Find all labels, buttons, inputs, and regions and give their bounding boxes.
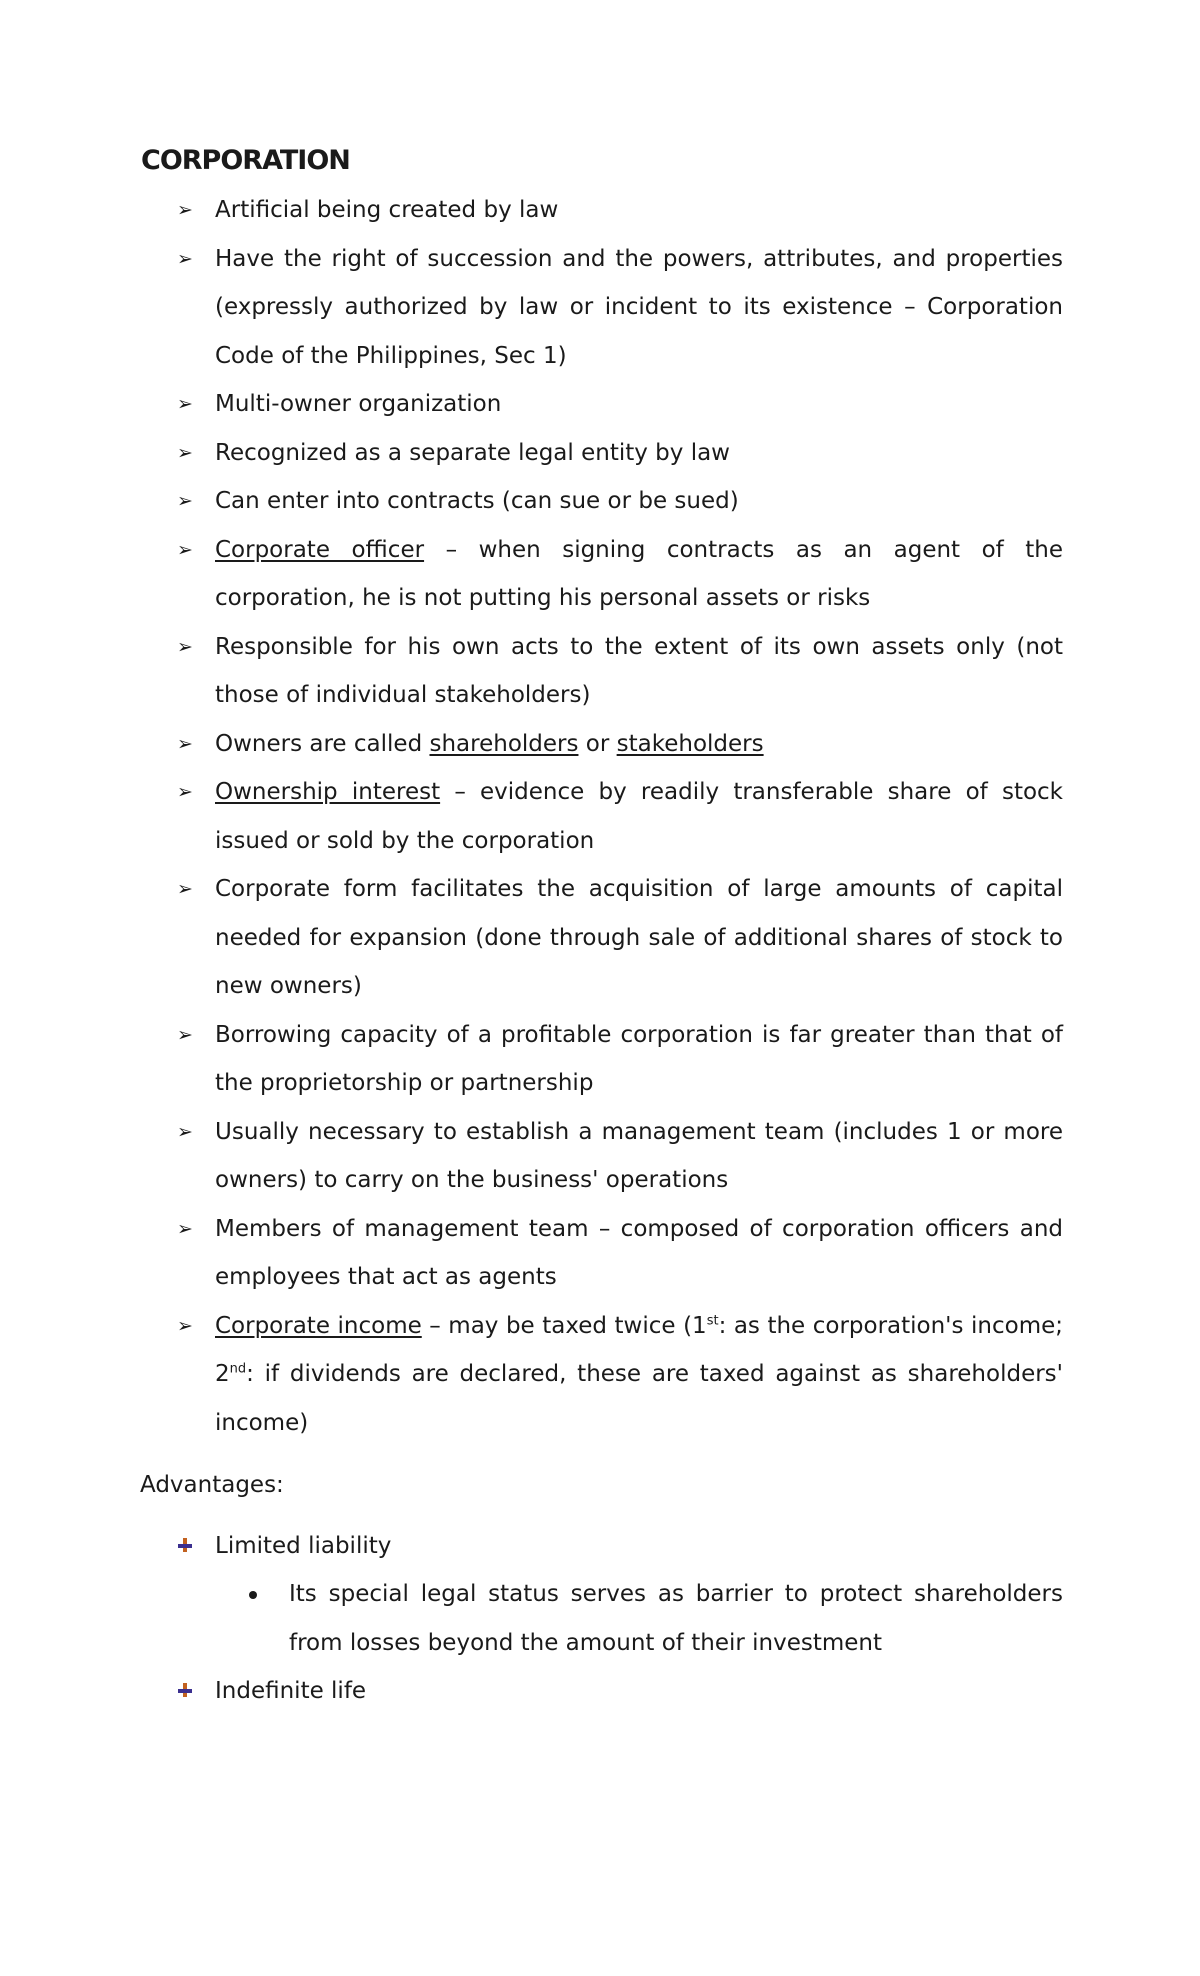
- plus-bullet-icon: [178, 1683, 192, 1697]
- list-item: [141, 865, 1063, 1011]
- arrow-bullet-icon: ➢: [177, 199, 193, 221]
- list-item: [141, 235, 1063, 381]
- list-item: [141, 1108, 1063, 1205]
- stakeholders-term: stakeholders: [616, 730, 764, 757]
- list-item-text: Owners are called: [215, 730, 430, 757]
- ordinal-suffix: nd: [229, 1361, 247, 1377]
- list-item-text: – when signing contracts as an agent of the corporation, he is not putting his personal assets or risks: [215, 536, 1063, 611]
- list-item: [141, 1011, 1063, 1108]
- arrow-bullet-icon: ➢: [177, 878, 193, 900]
- advantage-label: Indefinite life: [215, 1678, 367, 1704]
- corporate-officer-term: Corporate officer: [215, 536, 425, 563]
- list-item: [141, 720, 1063, 769]
- arrow-bullet-icon: ➢: [177, 247, 193, 270]
- arrow-bullet-icon: ➢: [177, 1023, 193, 1046]
- list-item: [215, 1570, 1063, 1667]
- list-item: [141, 1667, 1063, 1716]
- arrow-bullet-icon: ➢: [177, 635, 193, 658]
- page-title: CORPORATION: [141, 145, 350, 176]
- advantage-label: Limited liability: [215, 1532, 392, 1559]
- list-item-text: Members of management team – composed of corporation officers and employees that act as agents: [215, 1215, 1063, 1290]
- list-item-text: or: [578, 730, 617, 757]
- ownership-interest-term: Ownership interest: [215, 779, 441, 805]
- arrow-bullet-icon: ➢: [177, 732, 193, 755]
- arrow-bullet-icon: ➢: [177, 1120, 193, 1143]
- list-item-text: – may be taxed twice (1: [421, 1312, 707, 1339]
- list-item: [141, 380, 1063, 429]
- list-item: [141, 429, 1063, 478]
- list-item-text: Corporate form facilitates the acquisition of large amounts of capital needed for expansion (done through sale of additional shares of stock to new owners): [215, 876, 1063, 999]
- advantages-list: [141, 1522, 1063, 1716]
- list-item: [141, 526, 1063, 623]
- ordinal-suffix: st: [706, 1312, 719, 1328]
- arrow-bullet-icon: ➢: [177, 538, 193, 561]
- corporate-income-term: Corporate income: [215, 1312, 422, 1339]
- list-item-text: Can enter into contracts (can sue or be sued): [215, 488, 739, 514]
- list-item-text: Have the right of succession and the powers, attributes, and properties (expressly authorized by law or incident to its existence – Corporation Code of the Philippines, Sec 1): [215, 245, 1063, 369]
- list-item-text: Multi-owner organization: [215, 391, 502, 417]
- list-item: [141, 623, 1063, 720]
- list-item-text: Responsible for his own acts to the extent of its own assets only (not those of individual stakeholders): [215, 633, 1063, 708]
- list-item-text: – evidence by readily transferable share of stock issued or sold by the corporation: [215, 779, 1063, 854]
- advantages-heading: [140, 1461, 1062, 1510]
- list-item-text: Usually necessary to establish a management team (includes 1 or more owners) to carry on the business' operations: [215, 1118, 1063, 1193]
- list-item-text: Recognized as a separate legal entity by law: [215, 439, 730, 466]
- corporation-characteristics-list: [141, 186, 1063, 1447]
- arrow-bullet-icon: ➢: [177, 393, 193, 415]
- shareholders-term: shareholders: [429, 730, 579, 757]
- list-item-text: : if dividends are declared, these are taxed against as shareholders' income): [215, 1361, 1063, 1436]
- plus-bullet-icon: [178, 1538, 192, 1552]
- document-content: [141, 136, 1063, 1716]
- advantage-detail: Its special legal status serves as barrier to protect shareholders from losses beyond the amount of their investment: [289, 1581, 1063, 1656]
- arrow-bullet-icon: ➢: [177, 1314, 193, 1337]
- list-item-text: Artificial being created by law: [215, 197, 559, 223]
- list-item-text: Borrowing capacity of a profitable corporation is far greater than that of the proprietorship or partnership: [215, 1021, 1063, 1096]
- list-item: [141, 1302, 1063, 1448]
- list-item: [141, 1522, 1063, 1668]
- arrow-bullet-icon: ➢: [177, 1217, 193, 1240]
- arrow-bullet-icon: ➢: [177, 490, 193, 512]
- advantages-heading-text: Advantages:: [140, 1472, 284, 1498]
- list-item: [141, 768, 1063, 865]
- arrow-bullet-icon: ➢: [177, 781, 193, 803]
- list-item-text: : as the corporation's income; 2: [215, 1312, 1063, 1387]
- list-item: [141, 186, 1063, 235]
- advantage-details-list: [215, 1570, 1063, 1667]
- dot-bullet-icon: [249, 1591, 257, 1599]
- arrow-bullet-icon: ➢: [177, 441, 193, 464]
- list-item: [141, 477, 1063, 526]
- list-item: [141, 1205, 1063, 1302]
